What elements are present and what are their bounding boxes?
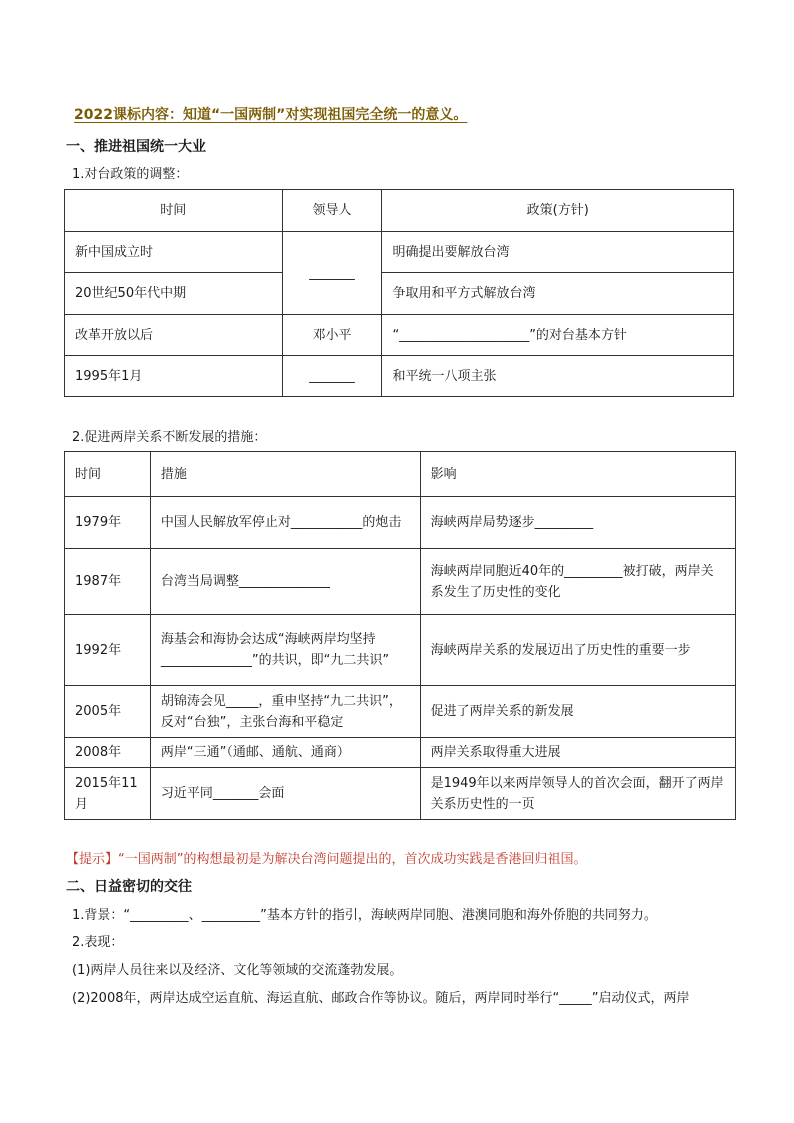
header-impact: 影响: [420, 452, 735, 497]
table-row: [65, 273, 734, 315]
cell-policy: 和平统一八项主张: [382, 356, 734, 397]
cell-measure: 胡锦涛会见_____，重申坚持“九二共识”，反对“台独”，主张台海和平稳定: [150, 686, 420, 738]
header-measure: 措施: [150, 452, 420, 497]
subheading-measures: 2.促进两岸关系不断发展的措施：: [72, 430, 267, 445]
section2-heading: 二、日益密切的交往: [66, 879, 192, 895]
manifestation-heading: 2.表现：: [72, 935, 124, 950]
table-header-row: [65, 452, 736, 497]
table-row: [65, 497, 736, 549]
table-row: [65, 315, 734, 356]
cell-time: 1987年: [65, 549, 151, 615]
header-leader: 领导人: [282, 190, 382, 232]
cell-time: 1979年: [65, 497, 151, 549]
cell-time: 1995年1月: [65, 356, 283, 397]
tip-note: 【提示】“一国两制”的构想最初是为解决台湾问题提出的，首次成功实践是香港回归祖国。: [66, 852, 587, 867]
cell-time: 改革开放以后: [65, 315, 283, 356]
subheading-policy-adjustment: 1.对台政策的调整：: [72, 167, 189, 182]
cell-leader-blank: _______: [282, 232, 382, 315]
table-row: [65, 686, 736, 738]
cell-measure: 习近平同_______会面: [150, 768, 420, 820]
cell-time: 2005年: [65, 686, 151, 738]
section1-heading: 一、推进祖国统一大业: [66, 139, 206, 155]
cell-measure: 两岸“三通”（通邮、通航、通商）: [150, 738, 420, 768]
table-row: [65, 232, 734, 273]
table-header-row: [65, 190, 734, 232]
cell-impact: 海峡两岸关系的发展迈出了历史性的重要一步: [420, 615, 735, 686]
cell-impact: 海峡两岸同胞近40年的_________被打破，两岸关系发生了历史性的变化: [420, 549, 735, 615]
cell-policy: 争取用和平方式解放台湾: [382, 273, 734, 315]
cell-impact: 两岸关系取得重大进展: [420, 738, 735, 768]
background-line: 1.背景：“_________、_________”基本方针的指引，海峡两岸同胞、港澳同胞和海外侨胞的共同努力。: [72, 908, 657, 923]
cell-leader: 邓小平: [282, 315, 382, 356]
cell-measure: 海基会和海协会达成“海峡两岸均坚持______________”的共识，即“九二共识”: [150, 615, 420, 686]
table-row: [65, 768, 736, 820]
cell-measure: 台湾当局调整______________: [150, 549, 420, 615]
table-row: [65, 356, 734, 397]
cell-time: 2015年11月: [65, 768, 151, 820]
cell-impact: 促进了两岸关系的新发展: [420, 686, 735, 738]
cell-policy: “____________________”的对台基本方针: [382, 315, 734, 356]
cell-measure: 中国人民解放军停止对___________的炮击: [150, 497, 420, 549]
cell-impact: 是1949年以来两岸领导人的首次会面，翻开了两岸关系历史性的一页: [420, 768, 735, 820]
cell-time: 新中国成立时: [65, 232, 283, 273]
page-title: 2022课标内容：知道“一国两制”对实现祖国完全统一的意义。: [74, 107, 468, 123]
header-time: 时间: [65, 190, 283, 232]
cell-time: 20世纪50年代中期: [65, 273, 283, 315]
header-policy: 政策(方针): [382, 190, 734, 232]
cell-time: 1992年: [65, 615, 151, 686]
cell-time: 2008年: [65, 738, 151, 768]
cell-impact: 海峡两岸局势逐步_________: [420, 497, 735, 549]
policy-table: [64, 189, 734, 397]
table-row: [65, 549, 736, 615]
table-row: [65, 738, 736, 768]
table-row: [65, 615, 736, 686]
manifestation-item-2: (2)2008年，两岸达成空运直航、海运直航、邮政合作等协议。随后，两岸同时举行“_____”启动仪式，两岸: [72, 991, 690, 1006]
measures-table: [64, 451, 736, 820]
header-time: 时间: [65, 452, 151, 497]
manifestation-item-1: (1)两岸人员往来以及经济、文化等领域的交流蓬勃发展。: [72, 963, 403, 978]
cell-leader-blank: _______: [282, 356, 382, 397]
cell-policy: 明确提出要解放台湾: [382, 232, 734, 273]
